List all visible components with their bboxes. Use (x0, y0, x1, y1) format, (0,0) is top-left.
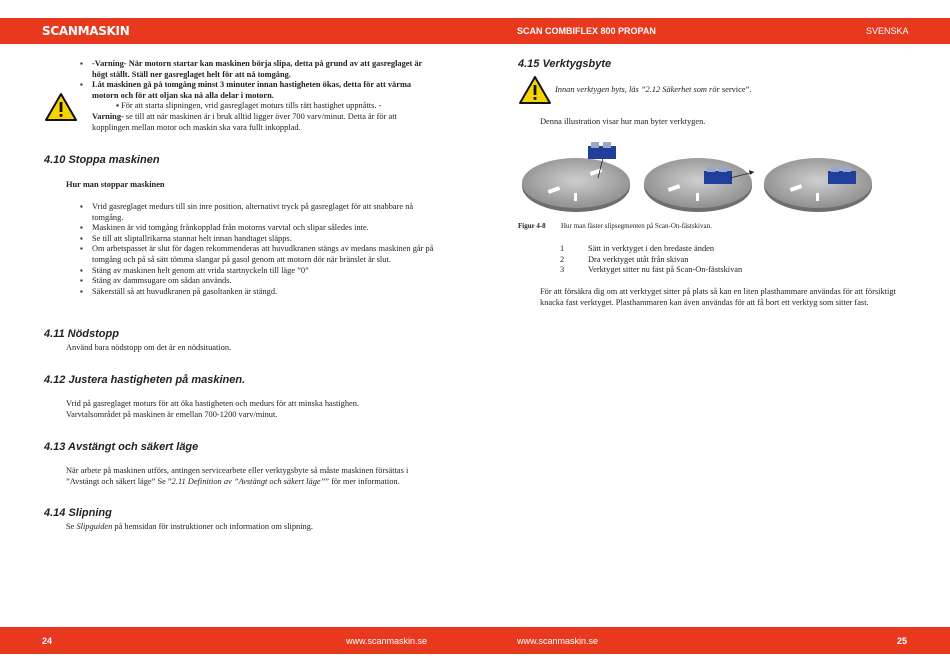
disc-step-3 (764, 158, 872, 212)
warning-text: Låt maskinen gå på tomgång minst 3 minuter innan hastigheten ökas, detta för att värma motorn och för att oljan ska nå alla delar i motorn. (92, 80, 412, 100)
warning-bullet (80, 59, 436, 80)
figure-label: Figur 4-8 (518, 222, 546, 230)
tool-change-illustration (518, 138, 873, 216)
cross-reference: 2.11 Definition av ”Avstängt och säkert läge” (171, 476, 326, 486)
paragraph (66, 466, 438, 487)
warning-label: -Varning- (92, 59, 127, 68)
step-number: 2 (560, 254, 565, 264)
warning-note-text: För att starta slipningen, vrid gasreglaget moturs tills rätt hastighet uppnåtts. - (121, 101, 382, 111)
warning-note: ▪ För att starta slipningen, vrid gasreglaget moturs tills rätt hastighet uppnåtts. - (116, 101, 382, 111)
warning-bullet (80, 80, 436, 101)
warning-reference: Innan verktygen byts, läs ”2.12 Säkerhet som rör (555, 85, 720, 94)
warning-text: När motorn startar kan maskinen börja slipa, detta på grund av att gasreglaget är högt ställt. Ställ ner gasreglaget helt för att nå tomgång. (92, 59, 423, 79)
paragraph (66, 522, 313, 533)
website-link-right[interactable]: www.scanmaskin.se (517, 636, 599, 646)
list-item (560, 265, 890, 276)
list-item: ▪ Stäng av dammsugare om sådan används. (80, 276, 436, 287)
list-item (560, 255, 890, 266)
step-text: Verktyget sitter nu fast på Scan-On-fästskivan (588, 265, 743, 275)
warning-block (80, 59, 436, 133)
website-link-left[interactable]: www.scanmaskin.se (346, 636, 428, 646)
paragraph-text: När arbete på maskinen utförs, antingen servicearbete eller verktygsbyte så måste maskinen försättas i ”Avstängt och säkert läge” Se ” (66, 466, 409, 486)
warning-note (555, 85, 751, 96)
paragraph-text: ” för mer information. (325, 476, 400, 486)
paragraph-text: på hemsidan för instruktioner och information om slipning. (112, 522, 314, 531)
numbered-steps (560, 244, 890, 276)
list-item: ▪ Stäng av maskinen helt genom att vrida startnyckeln till läge ”0” (80, 266, 436, 277)
warning-icon (44, 92, 78, 122)
list-item: ▪ Om arbetspasset är slut för dagen rekommenderas att huvudkranen stängs av medans maskinen går på tomgång och på så sätt tömma slangar på gasol genom att motorn dör när bränslet är slut. (80, 244, 436, 265)
section-heading-4-10: 4.10 Stoppa maskinen (44, 154, 160, 166)
language-label: SVENSKA (866, 26, 909, 36)
paragraph: Använd bara nödstopp om det är en nödsituation. (66, 343, 232, 352)
document-title: SCAN COMBIFLEX 800 PROPAN (517, 26, 656, 36)
list-item: ▪ Säkerställ så att huvudkranen på gasoltanken är stängd. (80, 287, 436, 298)
cross-reference: Slipguiden (76, 522, 113, 531)
brand-logo: SCANMASKIN (42, 24, 130, 38)
section-heading-4-12: 4.12 Justera hastigheten på maskinen. (44, 374, 246, 386)
footer-bar (0, 627, 950, 654)
warning-icon (518, 75, 552, 105)
disc-step-1 (522, 142, 630, 212)
paragraph: Denna illustration visar hur man byter verktygen. (540, 117, 706, 126)
step-number: 3 (560, 265, 565, 275)
section-heading-4-14: 4.14 Slipning (44, 507, 112, 519)
section-heading-4-11: 4.11 Nödstopp (44, 328, 119, 340)
stop-steps-list (80, 202, 436, 297)
figure-caption: Hur man fäster slipsegmenten på Scan-On-fästskivan. (561, 222, 712, 230)
paragraph: För att försäkra dig om att verktyget sitter på plats så kan en liten plasthammare användas för att försiktigt knacka fast verktyget. Plasthammaren kan även användas för att få bort ett verktyg som sitter fast. (540, 287, 896, 307)
list-item: ▪ Maskinen är vid tomgång frånkopplad från motorns varvtal och slipar således inte. (80, 223, 436, 234)
section-heading-4-15: 4.15 Verktygsbyte (518, 58, 612, 70)
warning-note-text: se till att när maskinen är i bruk alltid ligger över 700 varv/minut. Detta är för att kopplingen mellan motor och maskin ska vara fullt inkopplad. (92, 111, 397, 132)
warning-note-cont (80, 112, 436, 133)
list-item: ▪ Se till att sliptallrikarna stannat helt innan handtaget släpps. (80, 234, 436, 245)
list-item (560, 244, 890, 255)
paragraph-text: Se (66, 522, 77, 531)
step-number: 1 (560, 244, 565, 253)
subheading: Hur man stoppar maskinen (66, 180, 165, 189)
disc-step-2 (644, 158, 754, 212)
section-heading-4-13: 4.13 Avstängt och säkert läge (44, 441, 199, 453)
paragraph: Vrid på gasreglaget moturs för att öka hastigheten och medurs för att minska hastighen. Varvtalsområdet på maskinen är emellan 700-1200 varv/minut. (66, 399, 360, 419)
page-number-left: 24 (42, 636, 53, 646)
list-item: ▪ Vrid gasreglaget medurs till sin inre position, alternativt tryck på gasreglaget för att snabbare nå tomgång. (80, 202, 436, 223)
warning-note-text: service”. (719, 85, 752, 94)
warning-label: Varning- (92, 111, 124, 121)
header-bar (0, 18, 950, 44)
step-text: Dra verktyget utåt från skivan (588, 254, 689, 264)
page-number-right: 25 (897, 636, 908, 646)
step-text: Sätt in verktyget i den bredaste änden (588, 244, 715, 253)
